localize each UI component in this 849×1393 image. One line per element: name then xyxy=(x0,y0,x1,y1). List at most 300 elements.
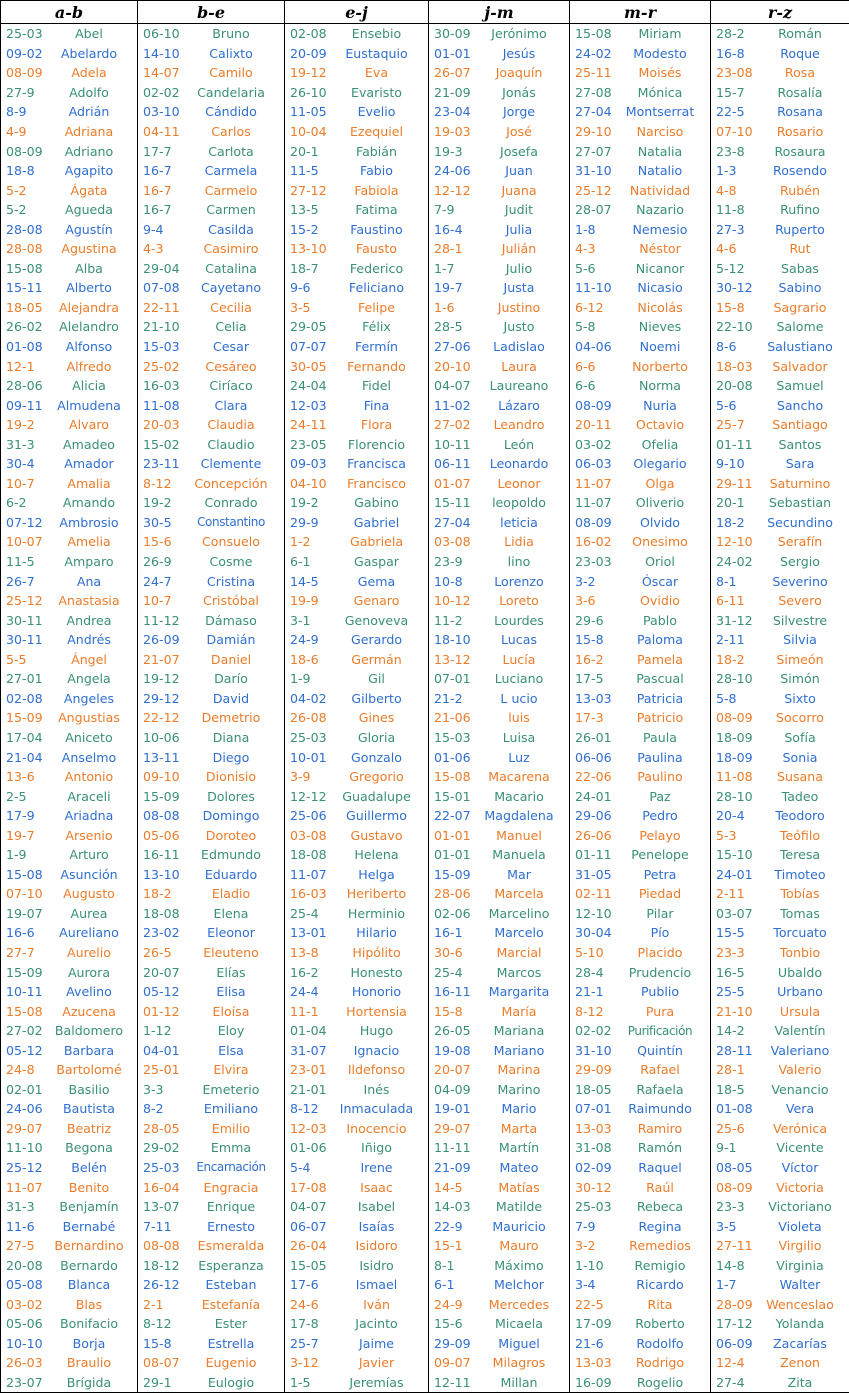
entry-date: 2-1 xyxy=(138,1297,180,1312)
entry-name: Prudencio xyxy=(612,965,710,980)
entry-name: Melchor xyxy=(471,1277,569,1292)
entry-name: Rebeca xyxy=(612,1199,710,1214)
name-entry xyxy=(570,1021,710,1041)
name-entry xyxy=(285,83,428,103)
entry-date: 14-8 xyxy=(711,1258,753,1273)
entry-date: 29-10 xyxy=(570,124,612,139)
name-entry xyxy=(570,1001,710,1021)
entry-date: 25-7 xyxy=(285,1336,327,1351)
entry-name: Urbano xyxy=(753,984,849,999)
name-entry xyxy=(138,669,284,689)
entry-name: Lucía xyxy=(471,652,569,667)
name-entry xyxy=(138,454,284,474)
entry-date: 20-07 xyxy=(138,965,180,980)
name-entry xyxy=(1,767,137,787)
entry-name: Penelope xyxy=(612,847,710,862)
entry-name: Roberto xyxy=(612,1316,710,1331)
entry-date: 3-2 xyxy=(570,574,612,589)
entry-name: Concepción xyxy=(180,476,284,491)
entry-name: Azucena xyxy=(43,1004,137,1019)
entry-date: 10-10 xyxy=(1,1336,43,1351)
entry-date: 01-12 xyxy=(138,1004,180,1019)
entry-date: 03-02 xyxy=(1,1297,43,1312)
entry-date: 21-6 xyxy=(570,1336,612,1351)
entry-date: 20-4 xyxy=(711,808,753,823)
entry-name: Zita xyxy=(753,1375,849,1390)
entry-date: 02-02 xyxy=(570,1023,612,1038)
entry-name: Rubén xyxy=(753,183,849,198)
entry-name: Lorenzo xyxy=(471,574,569,589)
entry-date: 11-12 xyxy=(138,613,180,628)
entry-name: Aureliano xyxy=(43,925,137,940)
entry-date: 01-07 xyxy=(429,476,471,491)
name-entry xyxy=(570,259,710,279)
entry-date: 30-12 xyxy=(711,280,753,295)
name-entry xyxy=(429,728,569,748)
name-entry xyxy=(1,1314,137,1334)
entry-date: 18-12 xyxy=(138,1258,180,1273)
name-entry xyxy=(285,180,428,200)
entry-date: 15-09 xyxy=(138,789,180,804)
entry-name: Aniceto xyxy=(43,730,137,745)
name-entry xyxy=(138,1040,284,1060)
entry-date: 22-5 xyxy=(711,104,753,119)
entry-name: Torcuato xyxy=(753,925,849,940)
entry-name: María xyxy=(471,1004,569,1019)
name-entry xyxy=(429,1158,569,1178)
name-entry xyxy=(711,786,849,806)
entry-name: Inmaculada xyxy=(327,1101,428,1116)
entry-name: Leandro xyxy=(471,417,569,432)
entry-date: 01-06 xyxy=(429,750,471,765)
name-entry xyxy=(711,317,849,337)
name-entry xyxy=(138,200,284,220)
name-entry xyxy=(138,513,284,533)
entry-name: Gregorio xyxy=(327,769,428,784)
entry-date: 19-9 xyxy=(285,593,327,608)
entry-date: 6-12 xyxy=(570,300,612,315)
entry-name: Margarita xyxy=(471,984,569,999)
name-entry xyxy=(570,689,710,709)
entry-date: 14-10 xyxy=(138,46,180,61)
entry-name: Nicasio xyxy=(612,280,710,295)
name-entry xyxy=(570,630,710,650)
entry-name: Fausto xyxy=(327,241,428,256)
name-entry xyxy=(1,1353,137,1373)
entry-date: 29-09 xyxy=(570,1062,612,1077)
name-entry xyxy=(429,669,569,689)
name-entry xyxy=(138,1080,284,1100)
name-entry xyxy=(711,923,849,943)
entry-name: Eduardo xyxy=(180,867,284,882)
name-entry xyxy=(138,102,284,122)
name-entry xyxy=(711,552,849,572)
entry-name: Abelardo xyxy=(43,46,137,61)
name-entry xyxy=(570,669,710,689)
entry-name: Sebastian xyxy=(753,495,849,510)
entry-name: lino xyxy=(471,554,569,569)
entry-name: Gema xyxy=(327,574,428,589)
entry-date: 04-07 xyxy=(285,1199,327,1214)
entry-name: Magdalena xyxy=(471,808,569,823)
entry-date: 07-01 xyxy=(429,671,471,686)
name-entry xyxy=(570,161,710,181)
name-entry xyxy=(138,1295,284,1315)
entry-name: Santiago xyxy=(753,417,849,432)
entry-name: Miguel xyxy=(471,1336,569,1351)
entry-date: 1-12 xyxy=(138,1023,180,1038)
entry-name: Sabino xyxy=(753,280,849,295)
entry-date: 10-01 xyxy=(285,750,327,765)
entry-name: Emeterio xyxy=(180,1082,284,1097)
name-entry xyxy=(1,83,137,103)
entry-name: Raquel xyxy=(612,1160,710,1175)
name-entry xyxy=(1,1373,137,1393)
name-entry xyxy=(1,141,137,161)
entry-name: Teresa xyxy=(753,847,849,862)
name-entry xyxy=(285,610,428,630)
name-list xyxy=(570,24,710,1392)
entry-name: Pedro xyxy=(612,808,710,823)
entry-name: Ambrosio xyxy=(43,515,137,530)
entry-name: Emiliano xyxy=(180,1101,284,1116)
entry-date: 30-09 xyxy=(429,26,471,41)
name-entry xyxy=(138,806,284,826)
column-header: r-z xyxy=(711,1,849,24)
entry-name: Alfonso xyxy=(43,339,137,354)
name-entry xyxy=(285,689,428,709)
name-entry xyxy=(570,102,710,122)
entry-name: Ramón xyxy=(612,1140,710,1155)
entry-name: Gonzalo xyxy=(327,750,428,765)
entry-date: 11-07 xyxy=(570,495,612,510)
name-entry xyxy=(429,122,569,142)
entry-date: 4-3 xyxy=(138,241,180,256)
entry-date: 29-06 xyxy=(570,808,612,823)
entry-name: Estrella xyxy=(180,1336,284,1351)
entry-date: 17-3 xyxy=(570,710,612,725)
entry-date: 5-2 xyxy=(1,183,43,198)
entry-date: 22-12 xyxy=(138,710,180,725)
entry-name: Isaac xyxy=(327,1180,428,1195)
name-entry xyxy=(1,943,137,963)
entry-date: 09-11 xyxy=(1,398,43,413)
name-entry xyxy=(138,884,284,904)
entry-name: Vera xyxy=(753,1101,849,1116)
entry-date: 29-07 xyxy=(1,1121,43,1136)
entry-name: Ciríaco xyxy=(180,378,284,393)
entry-date: 28-2 xyxy=(711,26,753,41)
entry-date: 23-9 xyxy=(429,554,471,569)
entry-name: Ensebio xyxy=(327,26,428,41)
entry-date: 16-03 xyxy=(138,378,180,393)
entry-name: Cosme xyxy=(180,554,284,569)
name-entry xyxy=(138,1353,284,1373)
entry-name: Fermín xyxy=(327,339,428,354)
entry-name: Sagrario xyxy=(753,300,849,315)
entry-name: Emilio xyxy=(180,1121,284,1136)
entry-name: Carlos xyxy=(180,124,284,139)
entry-name: Antonio xyxy=(43,769,137,784)
column-header: j-m xyxy=(429,1,570,24)
entry-date: 31-10 xyxy=(570,1043,612,1058)
name-entry xyxy=(570,962,710,982)
entry-name: Silvestre xyxy=(753,613,849,628)
entry-date: 30-11 xyxy=(1,632,43,647)
entry-date: 04-10 xyxy=(285,476,327,491)
name-entry xyxy=(1,1040,137,1060)
entry-date: 30-05 xyxy=(285,359,327,374)
entry-name: Tomas xyxy=(753,906,849,921)
name-entry xyxy=(138,1334,284,1354)
name-entry xyxy=(285,1373,428,1393)
name-entry xyxy=(138,747,284,767)
entry-date: 31-08 xyxy=(570,1140,612,1155)
entry-date: 13-11 xyxy=(138,750,180,765)
name-entry xyxy=(285,962,428,982)
entry-name: Doroteo xyxy=(180,828,284,843)
entry-date: 01-04 xyxy=(285,1023,327,1038)
name-entry xyxy=(138,356,284,376)
entry-date: 11-07 xyxy=(285,867,327,882)
entry-date: 15-10 xyxy=(711,847,753,862)
name-entry xyxy=(429,1275,569,1295)
entry-date: 15-09 xyxy=(429,867,471,882)
entry-date: 15-8 xyxy=(711,300,753,315)
entry-date: 08-09 xyxy=(1,144,43,159)
name-entry xyxy=(570,1177,710,1197)
entry-date: 15-09 xyxy=(1,965,43,980)
entry-date: 03-02 xyxy=(570,437,612,452)
name-entry xyxy=(570,141,710,161)
entry-name: Ismael xyxy=(327,1277,428,1292)
entry-date: 21-04 xyxy=(1,750,43,765)
entry-name: Modesto xyxy=(612,46,710,61)
entry-name: Benito xyxy=(43,1180,137,1195)
entry-date: 12-1 xyxy=(1,359,43,374)
entry-name: León xyxy=(471,437,569,452)
entry-name: Agustina xyxy=(43,241,137,256)
entry-name: Joaquín xyxy=(471,65,569,80)
name-entry xyxy=(1,434,137,454)
entry-name: Paulina xyxy=(612,750,710,765)
name-entry xyxy=(285,493,428,513)
entry-name: Hilario xyxy=(327,925,428,940)
name-entry xyxy=(285,434,428,454)
name-entry xyxy=(711,1373,849,1393)
entry-name: Macarena xyxy=(471,769,569,784)
name-entry xyxy=(285,630,428,650)
entry-date: 21-09 xyxy=(429,85,471,100)
entry-date: 07-07 xyxy=(285,339,327,354)
entry-date: 19-01 xyxy=(429,1101,471,1116)
entry-name: Rosana xyxy=(753,104,849,119)
entry-date: 18-5 xyxy=(711,1082,753,1097)
entry-date: 12-12 xyxy=(285,789,327,804)
name-entry xyxy=(285,356,428,376)
entry-name: Cristina xyxy=(180,574,284,589)
entry-name: Eleuteno xyxy=(180,945,284,960)
entry-date: 25-4 xyxy=(429,965,471,980)
name-entry xyxy=(138,337,284,357)
entry-date: 5-2 xyxy=(1,202,43,217)
name-entry xyxy=(285,259,428,279)
name-entry xyxy=(711,395,849,415)
entry-name: Arturo xyxy=(43,847,137,862)
name-entry xyxy=(138,161,284,181)
entry-date: 04-01 xyxy=(138,1043,180,1058)
entry-name: Consuelo xyxy=(180,534,284,549)
entry-name: Publio xyxy=(612,984,710,999)
entry-name: Josefa xyxy=(471,144,569,159)
entry-date: 30-11 xyxy=(1,613,43,628)
entry-name: Feliciano xyxy=(327,280,428,295)
entry-name: Amelia xyxy=(43,534,137,549)
name-entry xyxy=(570,239,710,259)
name-entry xyxy=(570,337,710,357)
entry-date: 12-03 xyxy=(285,398,327,413)
entry-name: Macario xyxy=(471,789,569,804)
entry-name: Marta xyxy=(471,1121,569,1136)
entry-name: Flora xyxy=(327,417,428,432)
entry-name: Mar xyxy=(471,867,569,882)
entry-name: Gabino xyxy=(327,495,428,510)
entry-date: 24-6 xyxy=(285,1297,327,1312)
entry-name: Nuria xyxy=(612,398,710,413)
name-entry xyxy=(711,650,849,670)
entry-name: Juan xyxy=(471,163,569,178)
entry-date: 19-07 xyxy=(1,906,43,921)
entry-name: Jerónimo xyxy=(471,26,569,41)
name-entry xyxy=(138,1216,284,1236)
entry-date: 31-3 xyxy=(1,1199,43,1214)
entry-date: 3-5 xyxy=(711,1219,753,1234)
entry-date: 16-4 xyxy=(429,222,471,237)
entry-name: Tadeo xyxy=(753,789,849,804)
name-entry xyxy=(711,278,849,298)
name-entry xyxy=(285,219,428,239)
name-entry xyxy=(1,630,137,650)
name-entry xyxy=(570,825,710,845)
name-entry xyxy=(570,1040,710,1060)
entry-name: Néstor xyxy=(612,241,710,256)
entry-date: 16-6 xyxy=(1,925,43,940)
entry-date: 08-09 xyxy=(711,710,753,725)
entry-date: 02-11 xyxy=(570,886,612,901)
entry-date: 31-12 xyxy=(711,613,753,628)
name-entry xyxy=(1,962,137,982)
name-entry xyxy=(570,1197,710,1217)
entry-date: 27-06 xyxy=(429,339,471,354)
name-entry xyxy=(711,728,849,748)
entry-date: 5-6 xyxy=(711,398,753,413)
entry-name: Marcelino xyxy=(471,906,569,921)
entry-name: Bruno xyxy=(180,26,284,41)
entry-date: 27-4 xyxy=(711,1375,753,1390)
entry-date: 28-4 xyxy=(570,965,612,980)
name-entry xyxy=(711,1334,849,1354)
name-entry xyxy=(570,923,710,943)
name-entry xyxy=(711,180,849,200)
entry-name: Leonor xyxy=(471,476,569,491)
entry-name: Amando xyxy=(43,495,137,510)
entry-name: Silvia xyxy=(753,632,849,647)
entry-name: Paloma xyxy=(612,632,710,647)
name-entry xyxy=(1,806,137,826)
column-cell xyxy=(138,24,285,1393)
entry-date: 13-07 xyxy=(138,1199,180,1214)
entry-date: 6-6 xyxy=(570,359,612,374)
entry-name: Dionisio xyxy=(180,769,284,784)
entry-date: 21-10 xyxy=(138,319,180,334)
name-entry xyxy=(570,1314,710,1334)
name-entry xyxy=(711,1197,849,1217)
entry-date: 09-10 xyxy=(138,769,180,784)
name-entry xyxy=(429,1334,569,1354)
entry-date: 21-07 xyxy=(138,652,180,667)
entry-name: Agapito xyxy=(43,163,137,178)
name-entry xyxy=(429,24,569,44)
name-entry xyxy=(285,1275,428,1295)
name-entry xyxy=(1,1295,137,1315)
name-entry xyxy=(429,591,569,611)
entry-date: 14-2 xyxy=(711,1023,753,1038)
entry-date: 19-08 xyxy=(429,1043,471,1058)
name-entry xyxy=(1,122,137,142)
name-entry xyxy=(711,767,849,787)
name-entry xyxy=(285,1255,428,1275)
name-entry xyxy=(711,689,849,709)
entry-date: 15-11 xyxy=(1,280,43,295)
name-entry xyxy=(429,376,569,396)
entry-date: 28-09 xyxy=(711,1297,753,1312)
entry-date: 19-12 xyxy=(285,65,327,80)
name-entry xyxy=(1,1021,137,1041)
name-entry xyxy=(711,219,849,239)
entry-date: 13-6 xyxy=(1,769,43,784)
entry-date: 18-09 xyxy=(711,730,753,745)
entry-name: Bernabé xyxy=(43,1219,137,1234)
name-entry xyxy=(570,728,710,748)
entry-name: Ruperto xyxy=(753,222,849,237)
name-entry xyxy=(570,356,710,376)
entry-date: 28-06 xyxy=(429,886,471,901)
entry-name: Mónica xyxy=(612,85,710,100)
entry-date: 17-04 xyxy=(1,730,43,745)
entry-name: Adolfo xyxy=(43,85,137,100)
entry-date: 27-08 xyxy=(570,85,612,100)
entry-name: Eleonor xyxy=(180,925,284,940)
name-entry xyxy=(1,63,137,83)
entry-date: 3-3 xyxy=(138,1082,180,1097)
entry-name: Abel xyxy=(43,26,137,41)
entry-date: 12-03 xyxy=(285,1121,327,1136)
entry-name: Paz xyxy=(612,789,710,804)
entry-date: 19-3 xyxy=(429,144,471,159)
entry-date: 28-5 xyxy=(429,319,471,334)
name-entry xyxy=(285,982,428,1002)
entry-date: 06-09 xyxy=(711,1336,753,1351)
name-entry xyxy=(285,1099,428,1119)
entry-date: 28-07 xyxy=(570,202,612,217)
name-entry xyxy=(570,1334,710,1354)
entry-name: Juana xyxy=(471,183,569,198)
name-entry xyxy=(285,806,428,826)
entry-name: Cesáreo xyxy=(180,359,284,374)
column-cell xyxy=(1,24,138,1393)
entry-name: Sixto xyxy=(753,691,849,706)
name-entry xyxy=(429,493,569,513)
